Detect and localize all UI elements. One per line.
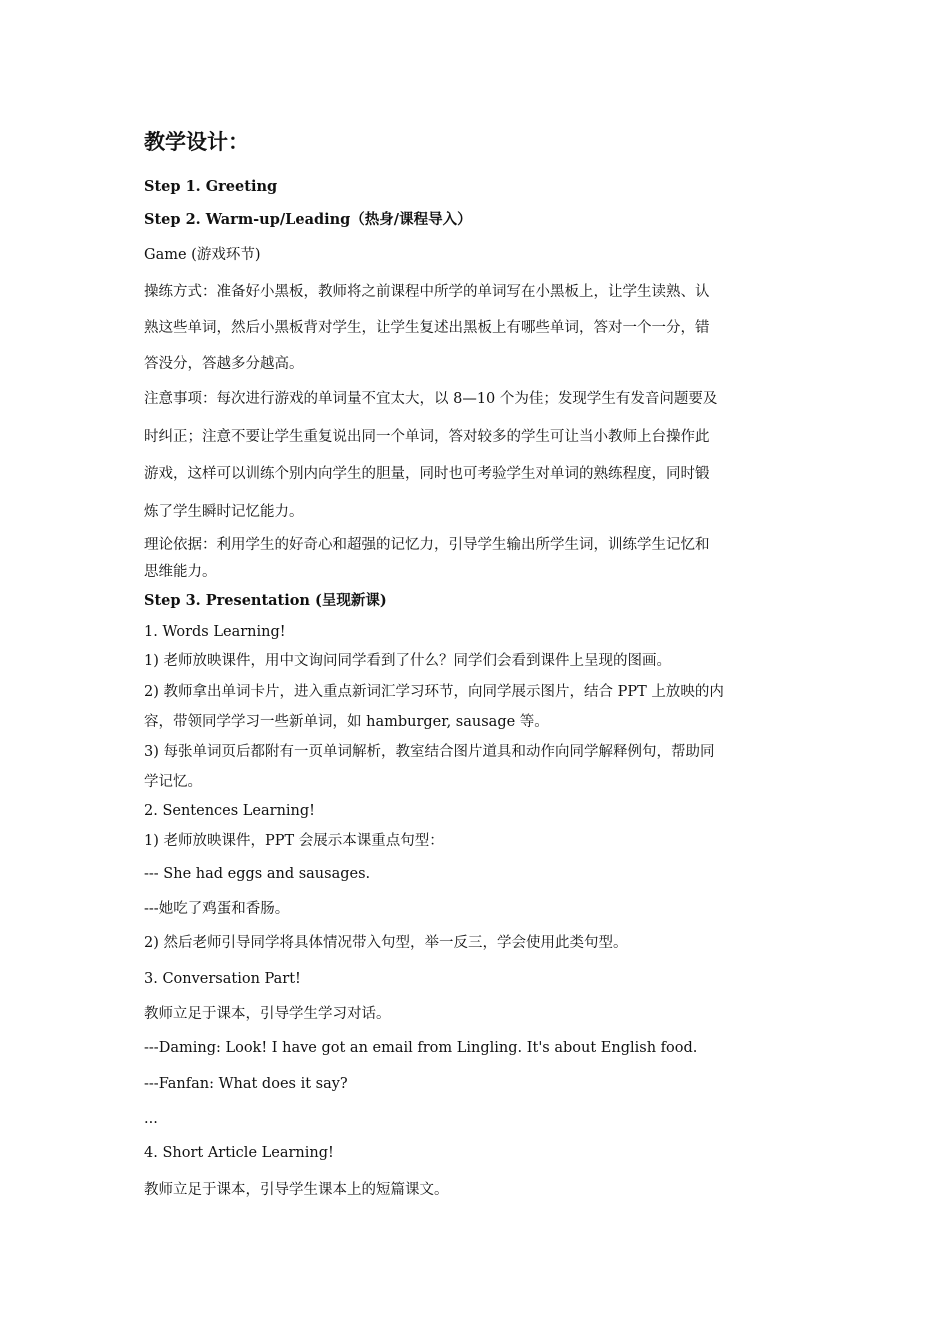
words-item-1: 1) 老师放映课件，用中文询问同学看到了什么？同学们会看到课件上呈现的图画。 [144,653,671,669]
conversation-heading: 3. Conversation Part! [144,971,301,987]
notes-line-1: 注意事项：每次进行游戏的单词量不宜太大，以 8—10 个为佳；发现学生有发音问题要及 [144,391,718,407]
article-heading: 4. Short Article Learning! [144,1145,334,1161]
step2-heading: Step 2. Warm-up/Leading（热身/课程导入） [144,211,472,228]
sentence-chinese: ---她吃了鸡蛋和香肠。 [144,901,290,917]
words-item-2-line-1: 2) 教师拿出单词卡片，进入重点新词汇学习环节，向同学展示图片，结合 PPT 上放映的内 [144,684,724,700]
conversation-line-2: ---Fanfan: What does it say? [144,1076,348,1092]
method-line-2: 熟这些单词，然后小黑板背对学生，让学生复述出黑板上有哪些单词，答对一个一分，错 [144,320,710,336]
notes-line-3: 游戏，这样可以训练个别内向学生的胆量，同时也可考验学生对单词的熟练程度，同时锻 [144,466,710,482]
words-item-2-line-2: 容，带领同学学习一些新单词，如 hamburger, sausage 等。 [144,714,549,730]
words-item-3-line-2: 学记忆。 [144,774,202,790]
sentences-heading: 2. Sentences Learning! [144,803,316,819]
step3-heading: Step 3. Presentation (呈现新课) [144,592,387,609]
words-heading: 1. Words Learning! [144,624,286,640]
conversation-line-1: ---Daming: Look! I have got an email from Lingling. It's about English food. [144,1040,698,1056]
game-heading: Game (游戏环节) [144,247,261,263]
sentences-item-2: 2) 然后老师引导同学将具体情况带入句型，举一反三，学会使用此类句型。 [144,935,628,951]
conversation-intro: 教师立足于课本，引导学生学习对话。 [144,1006,391,1022]
method-line-1: 操练方式：准备好小黑板，教师将之前课程中所学的单词写在小黑板上，让学生读熟、认 [144,284,710,300]
words-item-3-line-1: 3) 每张单词页后都附有一页单词解析，教室结合图片道具和动作向同学解释例句，帮助同 [144,744,715,760]
article-intro: 教师立足于课本，引导学生课本上的短篇课文。 [144,1182,449,1198]
sentences-item-1: 1) 老师放映课件，PPT 会展示本课重点句型： [144,833,444,849]
method-line-3: 答没分，答越多分越高。 [144,356,304,372]
page-title: 教学设计： [144,129,249,154]
notes-line-2: 时纠正；注意不要让学生重复说出同一个单词，答对较多的学生可让当小教师上台操作此 [144,429,710,445]
sentence-english: --- She had eggs and sausages. [144,866,371,882]
notes-line-4: 炼了学生瞬时记忆能力。 [144,504,304,520]
theory-line-1: 理论依据：利用学生的好奇心和超强的记忆力，引导学生输出所学生词，训练学生记忆和 [144,537,710,553]
theory-line-2: 思维能力。 [144,564,217,580]
step1-heading: Step 1. Greeting [144,178,278,195]
conversation-ellipsis: ... [144,1111,158,1127]
